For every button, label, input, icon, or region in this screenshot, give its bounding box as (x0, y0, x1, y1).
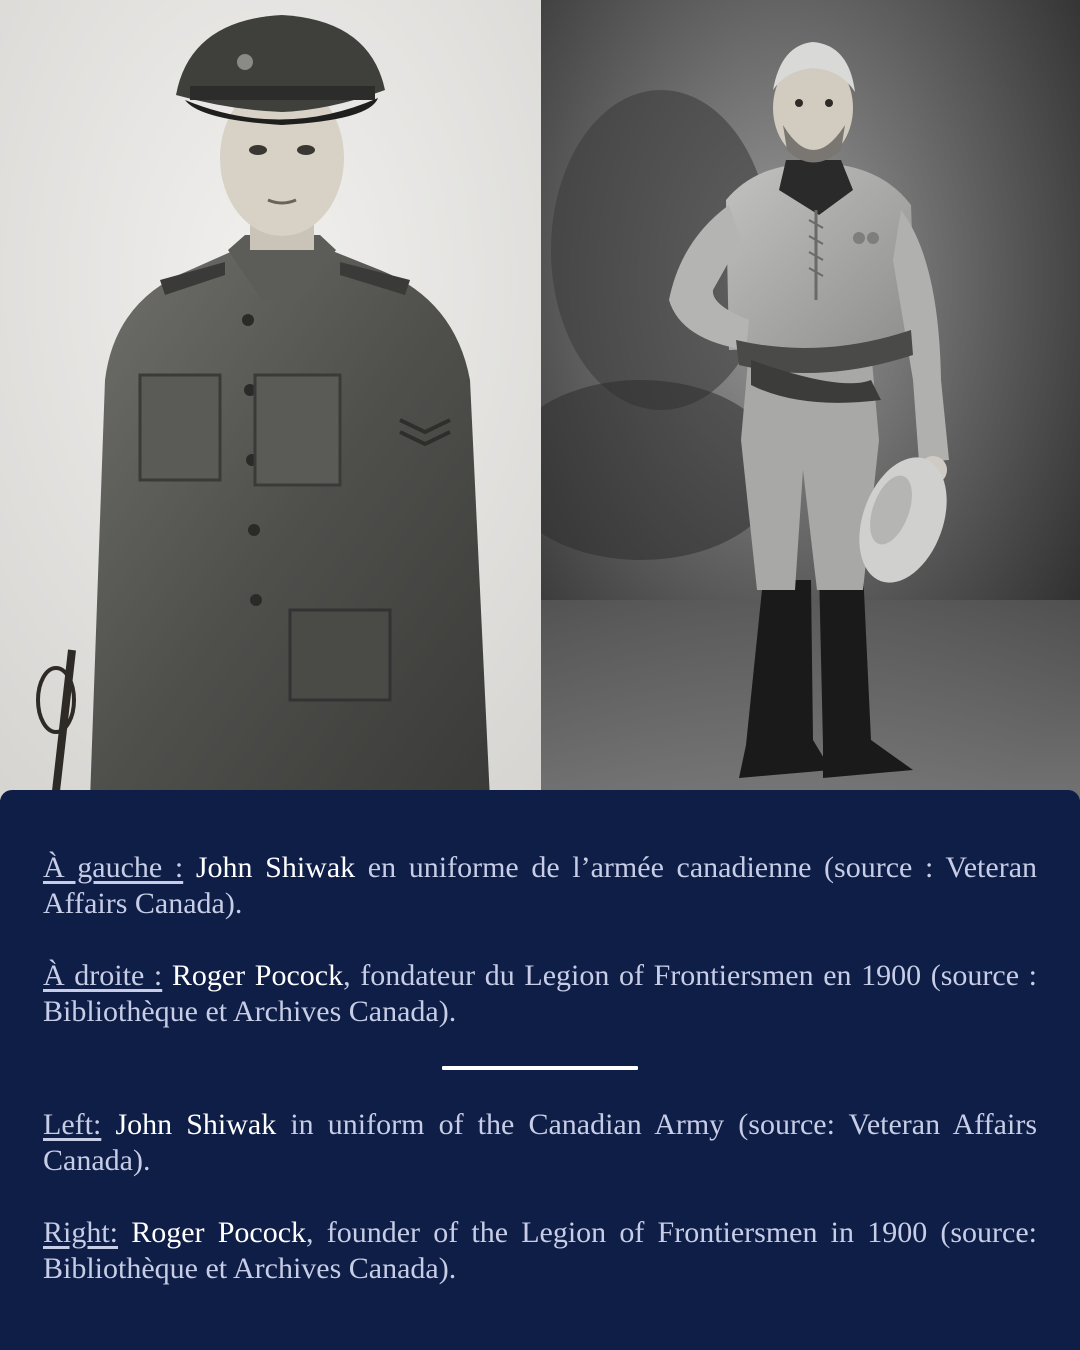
soldier-portrait-illustration (0, 0, 541, 800)
photo-john-shiwak (0, 0, 541, 800)
caption-en-right (43, 1215, 1037, 1287)
caption-text: in uniform of the Canadian Army (source: Veteran Affairs Canada). (43, 1108, 1037, 1177)
person-name: Roger Pocock (171, 959, 344, 992)
caption-fr-right (43, 958, 1037, 1030)
person-name: John Shiwak (115, 1108, 277, 1141)
divider (442, 1066, 638, 1070)
caption-panel (0, 790, 1080, 1350)
caption-fr-left (43, 850, 1037, 922)
person-name: Roger Pocock (131, 1216, 307, 1249)
caption-text: , fondateur du Legion of Frontiersmen en 1900 (source : Bibliothèque et Archives Canada). (43, 959, 1037, 1028)
caption-text: en uniforme de l’armée canadienne (source : Veteran Affairs Canada). (43, 851, 1038, 920)
frontiersman-portrait-illustration (541, 0, 1080, 800)
caption-label: Right: (43, 1216, 119, 1249)
caption-label: À gauche : (43, 851, 184, 884)
caption-label: À droite : (43, 959, 163, 992)
caption-text: , founder of the Legion of Frontiersmen in 1900 (source: Bibliothèque et Archives Canada). (43, 1216, 1038, 1285)
photo-roger-pocock (541, 0, 1080, 800)
caption-label: Left: (43, 1108, 102, 1141)
caption-en-left (43, 1107, 1037, 1179)
person-name: John Shiwak (195, 851, 356, 884)
